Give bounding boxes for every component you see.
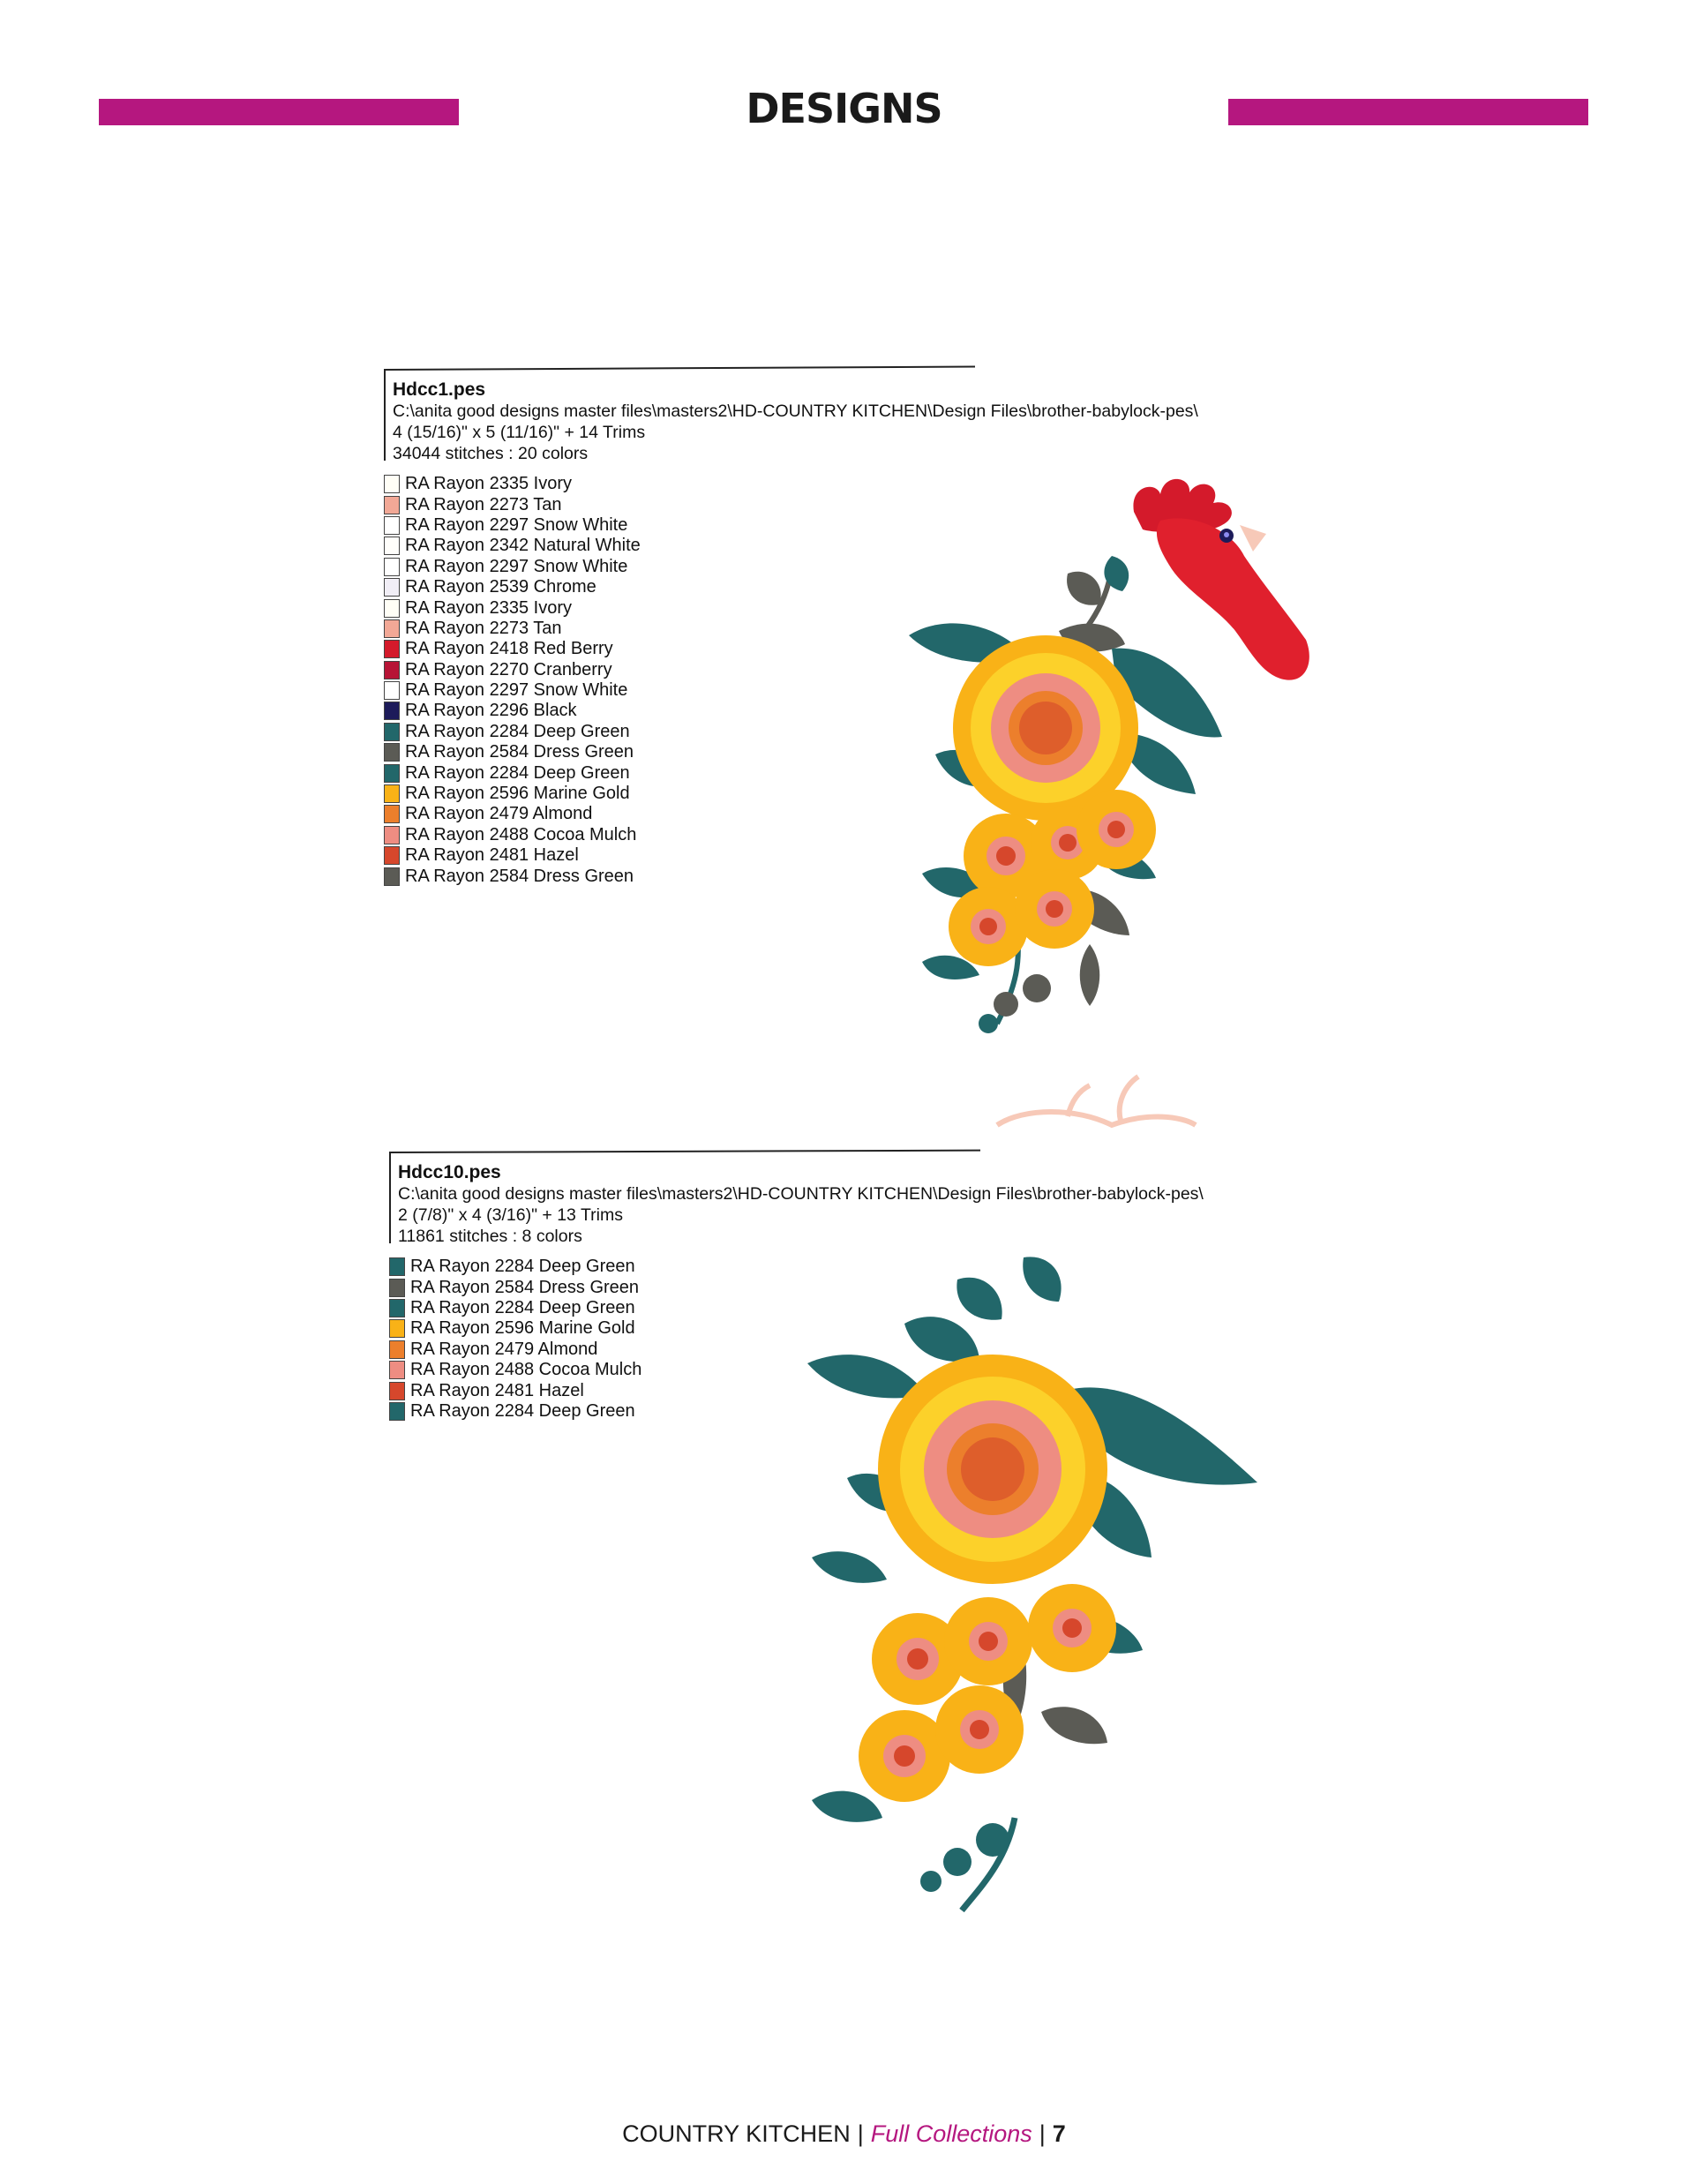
color-label: RA Rayon 2479 Almond: [410, 1339, 598, 1359]
color-swatch: [389, 1361, 405, 1379]
color-label: RA Rayon 2584 Dress Green: [405, 866, 634, 886]
color-swatch: [384, 661, 400, 679]
sunflower-small: [935, 1685, 1024, 1774]
design-preview-hdcc1: [891, 468, 1332, 1138]
design-stitches: 11861 stitches : 8 colors: [398, 1227, 582, 1246]
rooster-eye-glint: [1224, 532, 1229, 537]
color-label: RA Rayon 2296 Black: [405, 701, 577, 721]
color-row: [384, 845, 641, 866]
color-swatch: [384, 558, 400, 576]
leaf: [812, 1791, 882, 1822]
design-preview-hdcc10: [803, 1253, 1262, 1924]
footer-separator: |: [1039, 2120, 1046, 2147]
berry: [920, 1871, 942, 1892]
footer-subtitle: Full Collections: [870, 2120, 1032, 2147]
leaf: [1041, 1707, 1107, 1744]
color-label: RA Rayon 2297 Snow White: [405, 680, 628, 701]
card-left-rule: [389, 1152, 391, 1243]
color-label: RA Rayon 2584 Dress Green: [405, 742, 634, 762]
color-swatch: [384, 619, 400, 638]
color-row: [389, 1257, 641, 1277]
berry: [943, 1848, 972, 1876]
color-swatch: [384, 578, 400, 597]
design-info: [398, 1162, 1204, 1247]
color-label: RA Rayon 2335 Ivory: [405, 597, 572, 618]
color-row: [384, 474, 641, 494]
color-swatch: [389, 1279, 405, 1297]
berry: [1023, 974, 1051, 1002]
color-swatch: [384, 764, 400, 783]
color-row: [384, 660, 641, 680]
color-swatch: [389, 1340, 405, 1359]
color-label: RA Rayon 2488 Cocoa Mulch: [410, 1360, 642, 1380]
color-label: RA Rayon 2284 Deep Green: [405, 721, 630, 741]
color-swatch: [384, 743, 400, 762]
color-swatch: [384, 723, 400, 741]
berry: [976, 1823, 1009, 1857]
color-row: [384, 494, 641, 514]
leaf: [1023, 1257, 1061, 1302]
color-row: [384, 804, 641, 824]
rooster-head: [1157, 518, 1309, 679]
color-swatch: [384, 805, 400, 823]
color-label: RA Rayon 2335 Ivory: [405, 474, 572, 494]
color-label: RA Rayon 2273 Tan: [405, 618, 562, 638]
color-list: [389, 1257, 641, 1422]
color-swatch: [384, 784, 400, 803]
color-label: RA Rayon 2284 Deep Green: [410, 1257, 635, 1277]
color-label: RA Rayon 2539 Chrome: [405, 577, 596, 597]
color-swatch: [389, 1257, 405, 1276]
design-info: [393, 379, 1198, 464]
sunflower-small: [944, 1597, 1032, 1685]
color-swatch: [384, 867, 400, 886]
color-row: [384, 784, 641, 804]
color-swatch: [384, 846, 400, 865]
color-swatch: [389, 1319, 405, 1338]
color-label: RA Rayon 2297 Snow White: [405, 556, 628, 576]
page-footer: [0, 2120, 1688, 2148]
leaf: [957, 1278, 1002, 1320]
color-row: [389, 1360, 641, 1380]
design-filename: Hdcc10.pes: [398, 1162, 501, 1182]
design-filename: Hdcc1.pes: [393, 379, 486, 400]
color-label: RA Rayon 2297 Snow White: [405, 514, 628, 535]
color-label: RA Rayon 2284 Deep Green: [410, 1297, 635, 1317]
color-label: RA Rayon 2481 Hazel: [405, 845, 579, 866]
color-label: RA Rayon 2584 Dress Green: [410, 1277, 640, 1297]
color-label: RA Rayon 2481 Hazel: [410, 1380, 584, 1400]
color-row: [384, 762, 641, 783]
color-row: [389, 1298, 641, 1318]
color-label: RA Rayon 2479 Almond: [405, 804, 593, 824]
design-size: 2 (7/8)" x 4 (3/16)" + 13 Trims: [398, 1205, 623, 1225]
color-swatch: [389, 1402, 405, 1421]
color-row: [384, 619, 641, 639]
color-row: [384, 742, 641, 762]
color-label: RA Rayon 2596 Marine Gold: [410, 1318, 635, 1339]
card-top-rule: [384, 365, 975, 371]
berry: [994, 992, 1018, 1017]
color-label: RA Rayon 2418 Red Berry: [405, 639, 613, 659]
color-label: RA Rayon 2270 Cranberry: [405, 659, 612, 679]
page-title: DESIGNS: [746, 85, 942, 132]
color-row: [384, 825, 641, 845]
leaf: [904, 1317, 979, 1362]
sunflower-small: [1028, 1584, 1116, 1672]
design-path: C:\anita good designs master files\masters2\HD-COUNTRY KITCHEN\Design Files\brother-babylock-pes\: [398, 1184, 1204, 1204]
color-swatch: [384, 681, 400, 700]
color-row: [384, 577, 641, 597]
color-swatch: [384, 516, 400, 535]
color-row: [389, 1277, 641, 1297]
color-row: [389, 1380, 641, 1400]
sunflower-large: [878, 1355, 1107, 1584]
design-path: C:\anita good designs master files\masters2\HD-COUNTRY KITCHEN\Design Files\brother-babylock-pes\: [393, 402, 1198, 421]
sunflower-small: [1077, 790, 1156, 869]
color-label: RA Rayon 2596 Marine Gold: [405, 784, 630, 804]
color-row: [384, 722, 641, 742]
design-size: 4 (15/16)" x 5 (11/16)" + 14 Trims: [393, 423, 646, 442]
color-row: [384, 515, 641, 536]
color-row: [384, 866, 641, 886]
header-bar-right: [1228, 99, 1588, 125]
color-row: [384, 680, 641, 701]
color-row: [384, 557, 641, 577]
color-row: [389, 1401, 641, 1422]
color-label: RA Rayon 2342 Natural White: [405, 536, 641, 556]
color-list: [384, 474, 641, 887]
leaf: [812, 1551, 887, 1583]
color-swatch: [384, 599, 400, 618]
rooster-beak: [1240, 525, 1266, 552]
color-swatch: [384, 640, 400, 658]
card-left-rule: [384, 369, 386, 461]
page-number: 7: [1052, 2120, 1066, 2147]
color-label: RA Rayon 2284 Deep Green: [410, 1400, 635, 1421]
design-card-hdcc1: [384, 369, 1198, 889]
color-row: [389, 1318, 641, 1339]
color-row: [384, 639, 641, 659]
color-row: [389, 1340, 641, 1360]
leaf: [1080, 944, 1100, 1006]
color-swatch: [384, 537, 400, 555]
color-label: RA Rayon 2284 Deep Green: [405, 762, 630, 783]
color-swatch: [384, 496, 400, 514]
color-row: [384, 597, 641, 618]
color-swatch: [384, 702, 400, 720]
color-label: RA Rayon 2488 Cocoa Mulch: [405, 824, 637, 844]
color-swatch: [389, 1299, 405, 1317]
card-top-rule: [389, 1150, 980, 1153]
sunflower-small: [1015, 869, 1094, 949]
color-row: [384, 701, 641, 721]
color-swatch: [384, 475, 400, 493]
design-stitches: 34044 stitches : 20 colors: [393, 444, 589, 463]
leaf: [1067, 572, 1101, 605]
color-label: RA Rayon 2273 Tan: [405, 494, 562, 514]
color-row: [384, 536, 641, 556]
color-swatch: [384, 826, 400, 844]
rooster-feet: [997, 1077, 1196, 1125]
footer-separator: |: [857, 2120, 864, 2147]
footer-brand: COUNTRY KITCHEN: [622, 2120, 851, 2147]
berry: [979, 1014, 998, 1033]
color-swatch: [389, 1382, 405, 1400]
